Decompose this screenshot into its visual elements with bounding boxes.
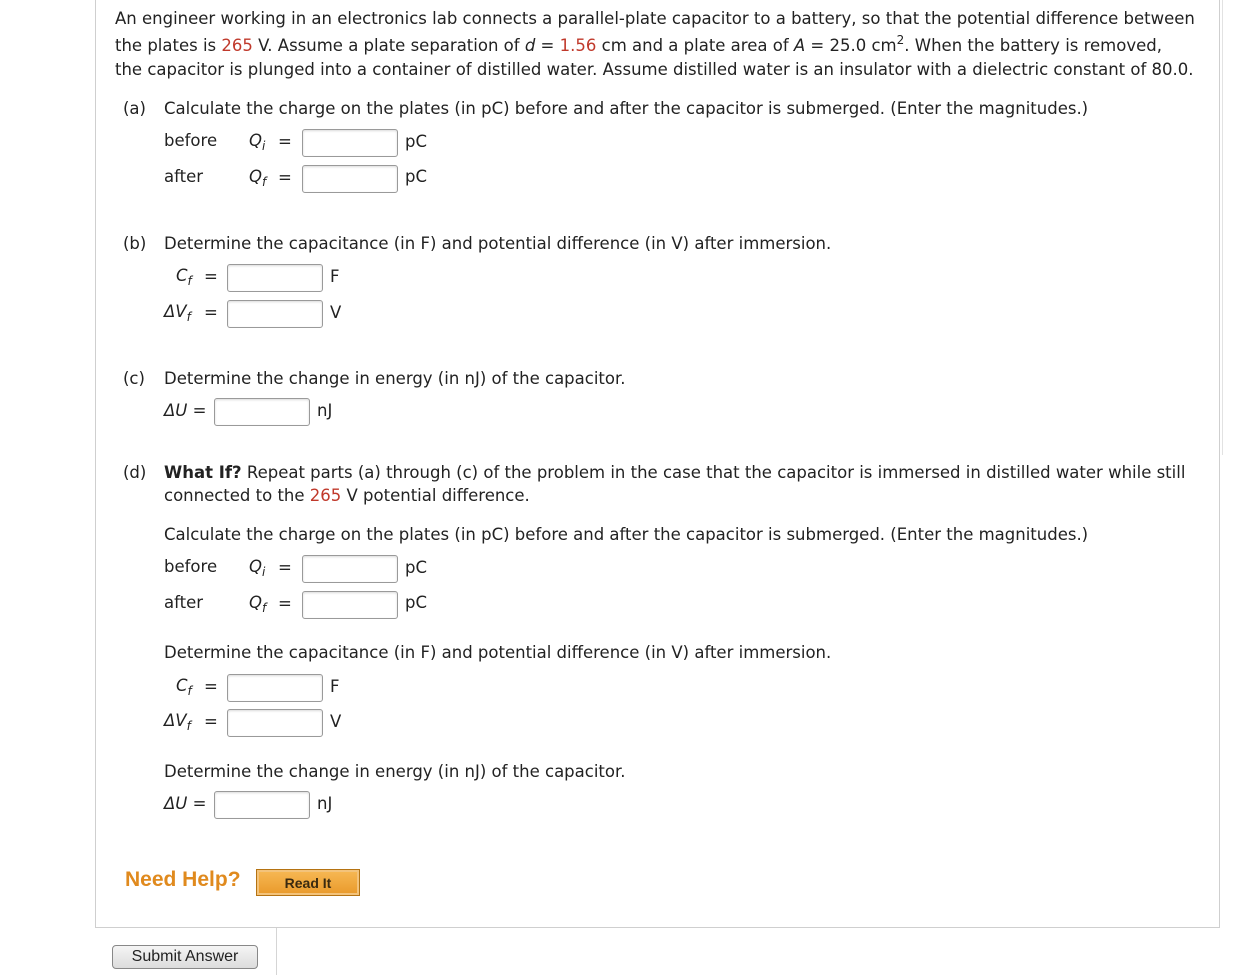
part-c-question: Determine the change in energy (in nJ) of the capacitor. bbox=[164, 369, 626, 388]
problem-line-3: the capacitor is plunged into a container of distilled water. Assume distilled water is an insulator with a dielectric constant of 80.0. bbox=[115, 60, 1194, 79]
unit-label: pC bbox=[405, 167, 427, 186]
unit-label: pC bbox=[405, 558, 427, 577]
du-symbol: ΔU = bbox=[164, 794, 207, 813]
unit-label: nJ bbox=[317, 794, 333, 813]
equals-sign: = bbox=[278, 168, 292, 187]
after-label: after bbox=[164, 593, 204, 612]
before-label: before bbox=[164, 131, 218, 150]
equals-sign: = bbox=[204, 267, 218, 286]
part-b-question: Determine the capacitance (in F) and potential difference (in V) after immersion. bbox=[164, 234, 832, 253]
part-d-dv-input[interactable] bbox=[227, 709, 323, 737]
part-d-intro-line-1: What If? Repeat parts (a) through (c) of the problem in the case that the capacitor is immersed in distilled water while still bbox=[164, 463, 1186, 482]
unit-label: F bbox=[330, 267, 340, 286]
qf-symbol: $Q_f$ bbox=[249, 167, 267, 189]
part-d-cf-input[interactable] bbox=[227, 674, 323, 702]
part-d-label: (d) bbox=[123, 463, 147, 482]
unit-label: V bbox=[330, 303, 342, 322]
equals-sign: = bbox=[278, 594, 292, 613]
qi-symbol: $Q_i$ bbox=[249, 557, 266, 579]
part-b-cf-input[interactable] bbox=[227, 264, 323, 292]
part-b-dv-input[interactable] bbox=[227, 300, 323, 328]
dvf-symbol: $\Delta V_f$ bbox=[164, 711, 191, 733]
equals-sign: = bbox=[204, 677, 218, 696]
equals-sign: = bbox=[204, 712, 218, 731]
part-a-label: (a) bbox=[123, 99, 146, 118]
part-c-du-input[interactable] bbox=[214, 398, 310, 426]
part-d-capacitance-question: Determine the capacitance (in F) and potential difference (in V) after immersion. bbox=[164, 643, 832, 662]
part-b-label: (b) bbox=[123, 234, 147, 253]
part-a-qi-input[interactable] bbox=[302, 129, 398, 157]
dvf-symbol: $\Delta V_f$ bbox=[164, 302, 191, 324]
unit-label: F bbox=[330, 677, 340, 696]
part-d-du-input[interactable] bbox=[214, 791, 310, 819]
cf-symbol: $C_f$ bbox=[176, 266, 192, 288]
part-d-qi-input[interactable] bbox=[302, 555, 398, 583]
qf-symbol: $Q_f$ bbox=[249, 593, 267, 615]
equals-sign: = bbox=[204, 303, 218, 322]
unit-label: nJ bbox=[317, 401, 333, 420]
voltage-value: 265 bbox=[221, 36, 253, 55]
problem-line-2: the plates is 265 V. Assume a plate separation of d = 1.56 cm and a plate area of A = 25.0 $cm^2$. When the battery is removed, bbox=[115, 33, 1162, 55]
part-d-energy-question: Determine the change in energy (in nJ) of the capacitor. bbox=[164, 762, 626, 781]
problem-line-1: An engineer working in an electronics lab connects a parallel-plate capacitor to a battery, so that the potential difference between bbox=[115, 9, 1195, 28]
after-label: after bbox=[164, 167, 204, 186]
read-it-button[interactable]: Read It bbox=[256, 869, 360, 896]
submit-answer-button[interactable]: Submit Answer bbox=[112, 945, 258, 969]
equals-sign: = bbox=[278, 132, 292, 151]
unit-label: pC bbox=[405, 593, 427, 612]
part-d-intro-line-2: connected to the 265 V potential difference. bbox=[164, 486, 530, 505]
unit-label: pC bbox=[405, 132, 427, 151]
before-label: before bbox=[164, 557, 218, 576]
part-a-qf-input[interactable] bbox=[302, 165, 398, 193]
separation-value: 1.56 bbox=[559, 36, 597, 55]
need-help-label: Need Help? bbox=[125, 868, 241, 891]
part-a-question: Calculate the charge on the plates (in pC) before and after the capacitor is submerged. (Enter the magnitudes.) bbox=[164, 99, 1089, 118]
unit-label: V bbox=[330, 712, 342, 731]
frame-edge bbox=[1218, 0, 1223, 455]
equals-sign: = bbox=[278, 558, 292, 577]
part-d-qf-input[interactable] bbox=[302, 591, 398, 619]
cf-symbol: $C_f$ bbox=[176, 676, 192, 698]
bottom-divider bbox=[276, 928, 1222, 975]
voltage-value: 265 bbox=[309, 486, 342, 505]
part-d-charge-question: Calculate the charge on the plates (in pC) before and after the capacitor is submerged. (Enter the magnitudes.) bbox=[164, 525, 1089, 544]
qi-symbol: $Q_i$ bbox=[249, 131, 266, 153]
part-c-label: (c) bbox=[123, 369, 145, 388]
du-symbol: ΔU = bbox=[164, 401, 207, 420]
